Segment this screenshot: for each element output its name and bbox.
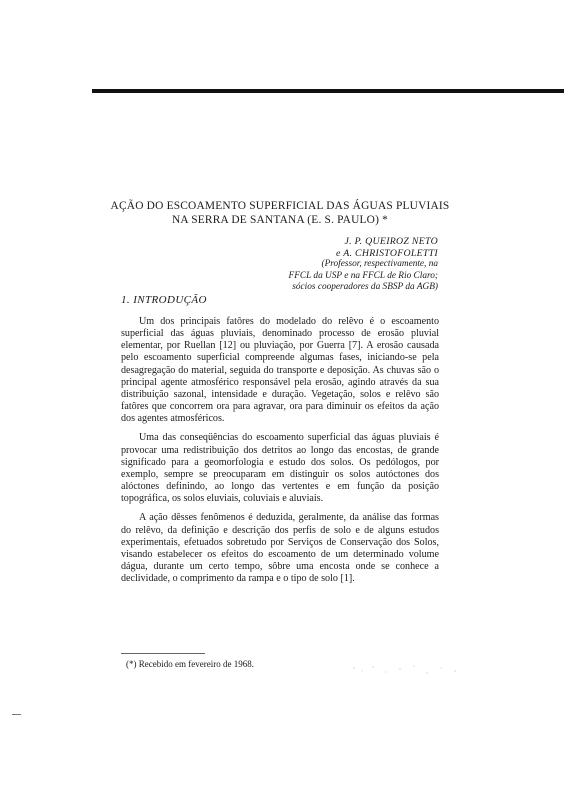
author-block xyxy=(250,236,438,294)
section-heading: 1. INTRODUÇÃO xyxy=(121,294,207,306)
header-rule xyxy=(92,89,564,93)
paragraph: A ação dêsses fenômenos é deduzida, geralmente, da análise das formas do relêvo, da definição e descrição dos perfis de solo e de alguns estudos experimentais, efetuados sobretudo por Serviços de Conservação dos Solos, visando estabelecer os efeitos do escoamento de um determinado volume dágua, durante um certo tempo, sôbre uma encosta onde se conhece a declividade, o comprimento da rampa e o tipo de solo [1]. xyxy=(121,512,439,585)
affiliation-line-3: sócios cooperadores da SBSP da AGB) xyxy=(292,282,438,293)
affiliation-line-2: FFCL da USP e na FFCL de Rio Claro; xyxy=(288,270,438,281)
paragraph: Uma das conseqüências do escoamento superficial das águas pluviais é provocar uma redistribuição dos detritos ao longo das encostas, de grande significado para a geomorfologia e estudo dos solos. Os pedólogos, por exemplo, sempre se preocuparam em distinguir os solos autóctones dos alóctones definindo, ao longo das vertentes e em função da posição topográfica, os solos eluviais, coluviais e aluviais. xyxy=(121,432,439,505)
body-text xyxy=(121,316,439,592)
article-title: AÇÃO DO ESCOAMENTO SUPERFICIAL DAS ÁGUAS PLUVIAIS NA SERRA DE SANTANA (E. S. PAULO) * xyxy=(110,200,450,226)
footnote-rule xyxy=(121,653,205,654)
margin-mark xyxy=(12,714,21,715)
paragraph: Um dos principais fatôres do modelado do relêvo é o escoamento superficial das águas pluviais, denominado processo de erosão pluvial elementar, por Ruellan [12] ou pluviação, por Guerra [7]. A erosão causada pelo escoamento superficial compreende algumas fases, iniciando-se pela desagregação do material, seguida do transporte e deposição. As chuvas são o principal agente atmosférico responsável pela erosão, agindo através da sua distribuição sazonal, intensidade e duração. Vegetação, solos e relêvo são fatôres que concorrem ora para agravar, ora para diminuir os efeitos da ação dos agentes atmosféricos. xyxy=(121,316,439,425)
author-line-2: e A. CHRISTOFOLETTI xyxy=(336,247,438,259)
scan-noise xyxy=(348,663,468,677)
affiliation-line-1: (Professor, respectivamente, na xyxy=(321,259,438,270)
author-line-1: J. P. QUEIROZ NETO xyxy=(344,236,438,247)
footnote: (*) Recebido em fevereiro de 1968. xyxy=(126,659,254,669)
